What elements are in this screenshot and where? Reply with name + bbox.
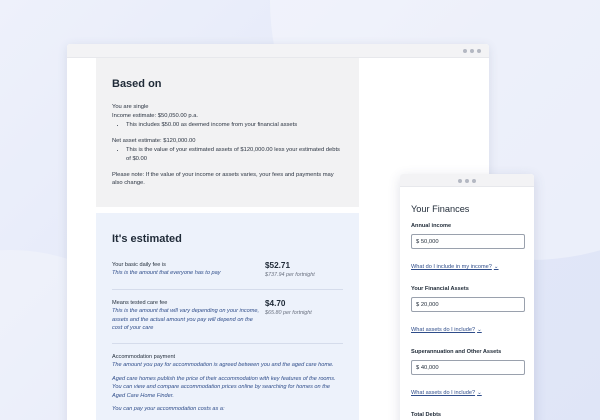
- annual-income-label: Annual income: [411, 223, 452, 229]
- net-asset-estimate: Net asset estimate: $120,000.00: [112, 137, 196, 144]
- based-on-details: [112, 103, 343, 188]
- means-fee-desc: This is the amount that will vary depending on your income, assets and the actual amount you pay will depend on the cost of your care: [112, 308, 260, 331]
- window-titlebar: [67, 44, 489, 58]
- window-titlebar: [400, 174, 534, 187]
- means-fee-row: [112, 299, 343, 333]
- accommodation-title: Accommodation payment: [112, 353, 176, 360]
- accommodation-p2: Aged care homes publish the price of their accommodation with key features of the rooms. You can view and compare accommodation prices online by searching for homes on the Aged Care Home Finder.: [112, 375, 336, 399]
- income-bullet: • This includes $50.00 as deemed income from your financial assets: [126, 121, 343, 130]
- divider: [112, 343, 343, 344]
- super-assets-label: Superannuation and Other Assets: [411, 349, 502, 355]
- window-controls-icon[interactable]: [458, 179, 476, 183]
- divider: [112, 289, 343, 290]
- chevron-down-icon: ⌄: [477, 327, 482, 333]
- super-assets-help-link[interactable]: What assets do I include? ⌄: [411, 390, 482, 396]
- window-controls-icon[interactable]: [463, 49, 481, 53]
- income-estimate: Income estimate: $50,050.00 p.a.: [112, 112, 199, 119]
- finances-window: [400, 174, 534, 420]
- chevron-down-icon: ⌄: [477, 390, 482, 396]
- basic-fee-fortnight: $737.94 per fortnight: [265, 272, 315, 278]
- basic-fee-desc: This is the amount that everyone has to pay: [112, 270, 221, 276]
- estimate-card: [96, 213, 359, 420]
- asset-bullet: • This is the value of your estimated assets of $120,000.00 less your estimated debts of $0.00: [126, 146, 343, 163]
- chevron-down-icon: ⌄: [493, 264, 499, 270]
- financial-assets-label: Your Financial Assets: [411, 286, 469, 292]
- super-assets-input[interactable]: [411, 360, 525, 375]
- finances-title: Your Finances: [411, 204, 470, 214]
- financial-assets-input[interactable]: [411, 297, 525, 312]
- based-on-card: [96, 58, 359, 207]
- accommodation-p1: The amount you pay for accommodation is agreed between you and the aged care home.: [112, 362, 334, 368]
- estimate-title: It's estimated: [112, 233, 182, 245]
- total-debts-label: Total Debts: [411, 412, 442, 418]
- financial-assets-help-link[interactable]: What assets do I include? ⌄: [411, 327, 482, 333]
- accommodation-section: [112, 353, 343, 414]
- annual-income-input[interactable]: [411, 234, 525, 249]
- basic-fee-row: [112, 261, 343, 279]
- income-help-link[interactable]: What do I include in my income? ⌄: [411, 264, 499, 270]
- single-status: You are single: [112, 104, 149, 110]
- basic-fee-amount: $52.71: [265, 261, 291, 270]
- based-on-title: Based on: [112, 78, 162, 90]
- means-fee-title: Means tested care fee: [112, 300, 168, 306]
- accommodation-p3: You can pay your accommodation costs as a:: [112, 406, 225, 412]
- basic-fee-title: Your basic daily fee is: [112, 262, 166, 268]
- means-fee-amount: $4.70: [265, 299, 286, 308]
- means-fee-fortnight: $65.80 per fortnight: [265, 310, 312, 316]
- variation-note: Please note: If the value of your income or assets varies, your fees and payments may also change.: [112, 171, 334, 187]
